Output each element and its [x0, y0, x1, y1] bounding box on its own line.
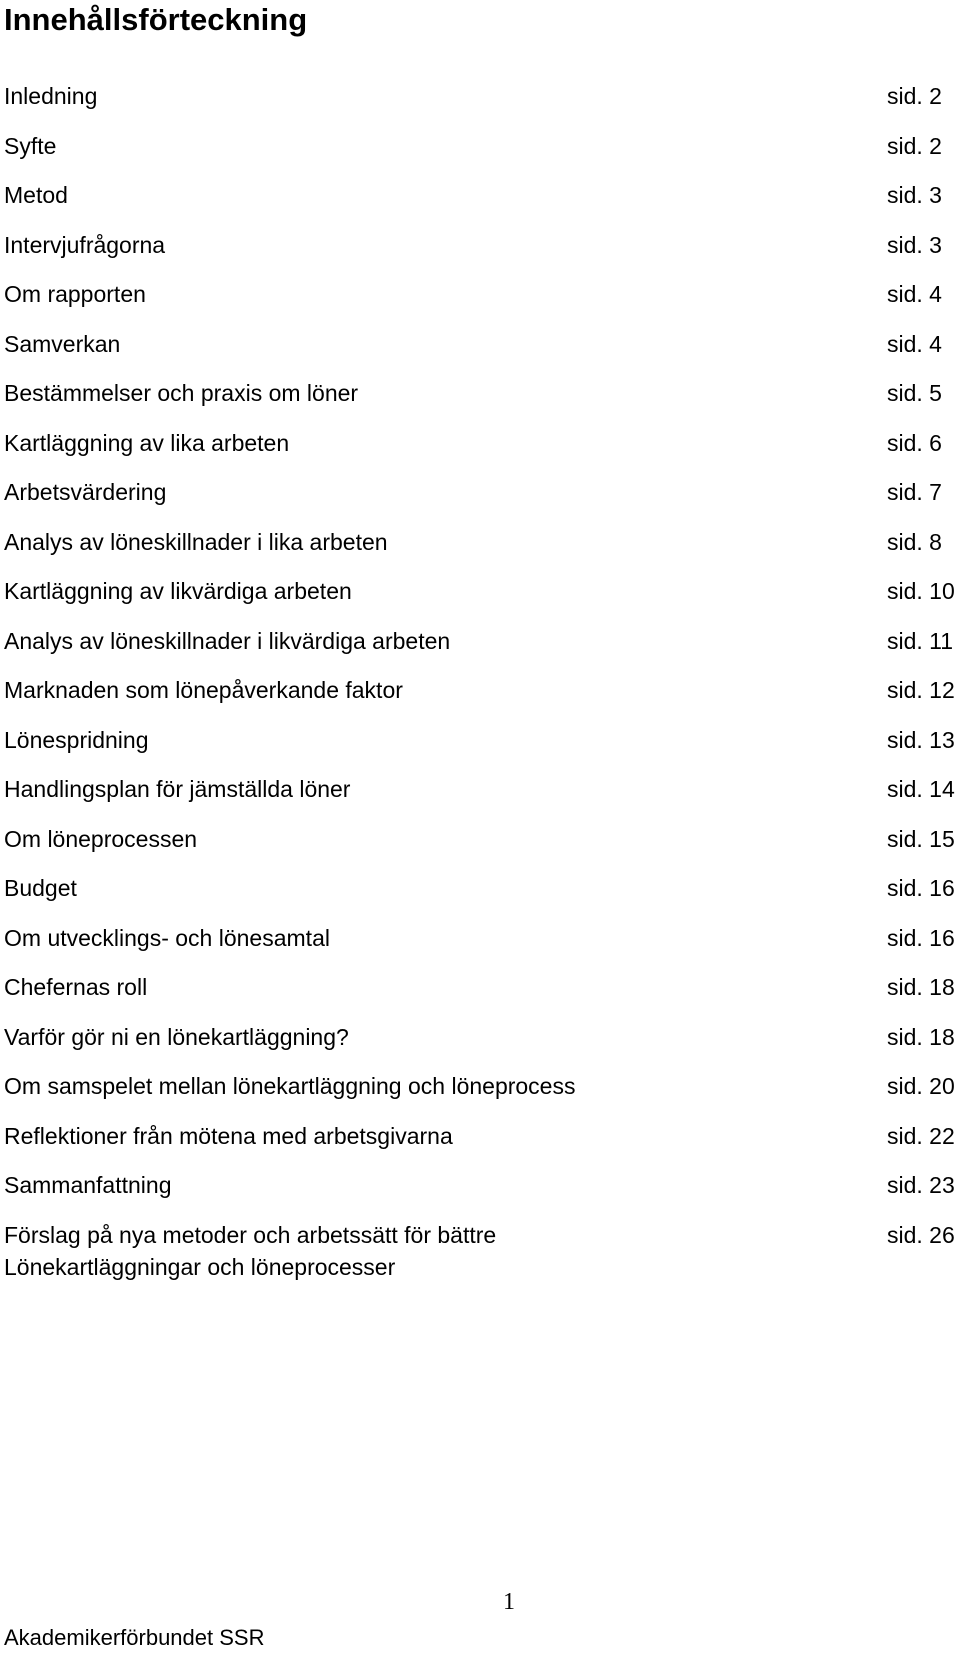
toc-entry — [4, 130, 954, 180]
toc-entry-page: sid. 2 — [887, 132, 942, 159]
footer-text: Akademikerförbundet SSR — [4, 1625, 265, 1650]
toc-entry — [4, 427, 954, 477]
toc-entry-title: Marknaden som lönepåverkande faktor — [4, 677, 403, 703]
toc-entry-page: sid. 22 — [887, 1122, 955, 1149]
toc-entry-page: sid. 20 — [887, 1073, 955, 1099]
toc-entry-page: sid. 3 — [887, 182, 942, 208]
toc-entry-title: Om rapporten — [4, 281, 146, 307]
toc-entry-title: Chefernas roll — [4, 974, 148, 1000]
toc-entry-title: Arbetsvärdering — [4, 479, 167, 505]
toc-entry — [4, 823, 954, 873]
toc-entry — [4, 476, 954, 526]
toc-entry-title: Syfte — [4, 132, 57, 159]
toc-entry-title: Metod — [4, 182, 68, 208]
toc-entry-page: sid. 8 — [887, 528, 942, 555]
toc-entry-page: sid. 23 — [887, 1172, 955, 1198]
toc-entry-page: sid. 3 — [887, 231, 942, 258]
toc-entry — [4, 674, 954, 724]
toc-entry-page: sid. 6 — [887, 429, 942, 456]
toc-entry — [4, 872, 954, 922]
toc-entry-page: sid. 16 — [887, 875, 955, 901]
toc-entry — [4, 229, 954, 279]
toc-entry-page: sid. 11 — [887, 627, 954, 654]
toc-entry-title: Budget — [4, 875, 77, 901]
toc-entry-title: Kartläggning av lika arbeten — [4, 429, 290, 456]
toc-entry — [4, 526, 954, 576]
toc-entry-page: sid. 4 — [887, 281, 942, 307]
toc-entry-page: sid. 4 — [887, 330, 942, 357]
toc-entry — [4, 724, 954, 774]
toc-entry-title: Sammanfattning — [4, 1172, 172, 1198]
toc-entry-page: sid. 13 — [887, 726, 955, 753]
toc-entry — [4, 1120, 954, 1170]
toc-entry-title: Intervjufrågorna — [4, 231, 166, 258]
table-of-contents — [4, 80, 954, 1289]
toc-entry — [4, 377, 954, 427]
toc-entry-page: sid. 18 — [887, 974, 955, 1000]
toc-entry-page: sid. 26 — [887, 1221, 955, 1248]
toc-entry-title: Om löneprocessen — [4, 825, 198, 852]
toc-entry — [4, 1169, 954, 1219]
toc-entry-title: Lönespridning — [4, 726, 149, 753]
toc-entry-title: Handlingsplan för jämställda löner — [4, 776, 351, 802]
toc-entry-title: Om utvecklings- och lönesamtal — [4, 924, 330, 951]
toc-entry-title: Samverkan — [4, 330, 121, 357]
toc-entry-page: sid. 14 — [887, 776, 955, 802]
toc-entry — [4, 625, 954, 675]
page-number: 1 — [503, 1589, 515, 1615]
toc-entry-title: Analys av löneskillnader i lika arbeten — [4, 528, 388, 555]
toc-entry-title: Bestämmelser och praxis om löner — [4, 380, 359, 406]
toc-entry-title: Förslag på nya metoder och arbetssätt för bättre Lönekartläggningar och löneprocesser — [4, 1221, 497, 1280]
toc-entry-page: sid. 12 — [887, 677, 955, 703]
toc-entry — [4, 179, 954, 229]
toc-entry-page: sid. 10 — [887, 578, 955, 604]
toc-entry-page: sid. 7 — [887, 479, 942, 505]
toc-entry-page: sid. 2 — [887, 83, 942, 109]
toc-entry-title: Kartläggning av likvärdiga arbeten — [4, 578, 352, 604]
toc-entry-page: sid. 15 — [887, 825, 955, 852]
toc-entry-title: Reflektioner från mötena med arbetsgivarna — [4, 1122, 453, 1149]
toc-entry — [4, 575, 954, 625]
toc-entry-title: Inledning — [4, 83, 98, 109]
toc-entry-title: Om samspelet mellan lönekartläggning och löneprocess — [4, 1073, 576, 1099]
toc-entry — [4, 278, 954, 328]
toc-entry — [4, 1219, 954, 1289]
toc-entry — [4, 328, 954, 378]
toc-entry-page: sid. 16 — [887, 924, 955, 951]
toc-entry — [4, 773, 954, 823]
toc-entry-title: Varför gör ni en lönekartläggning? — [4, 1023, 349, 1050]
toc-entry-title: Analys av löneskillnader i likvärdiga arbeten — [4, 627, 451, 654]
toc-entry — [4, 971, 954, 1021]
page-title: Innehållsförteckning — [4, 2, 308, 37]
toc-entry — [4, 1070, 954, 1120]
toc-entry-page: sid. 5 — [887, 380, 942, 406]
toc-entry — [4, 1021, 954, 1071]
toc-entry — [4, 80, 954, 130]
toc-entry — [4, 922, 954, 972]
toc-entry-page: sid. 18 — [887, 1023, 955, 1050]
